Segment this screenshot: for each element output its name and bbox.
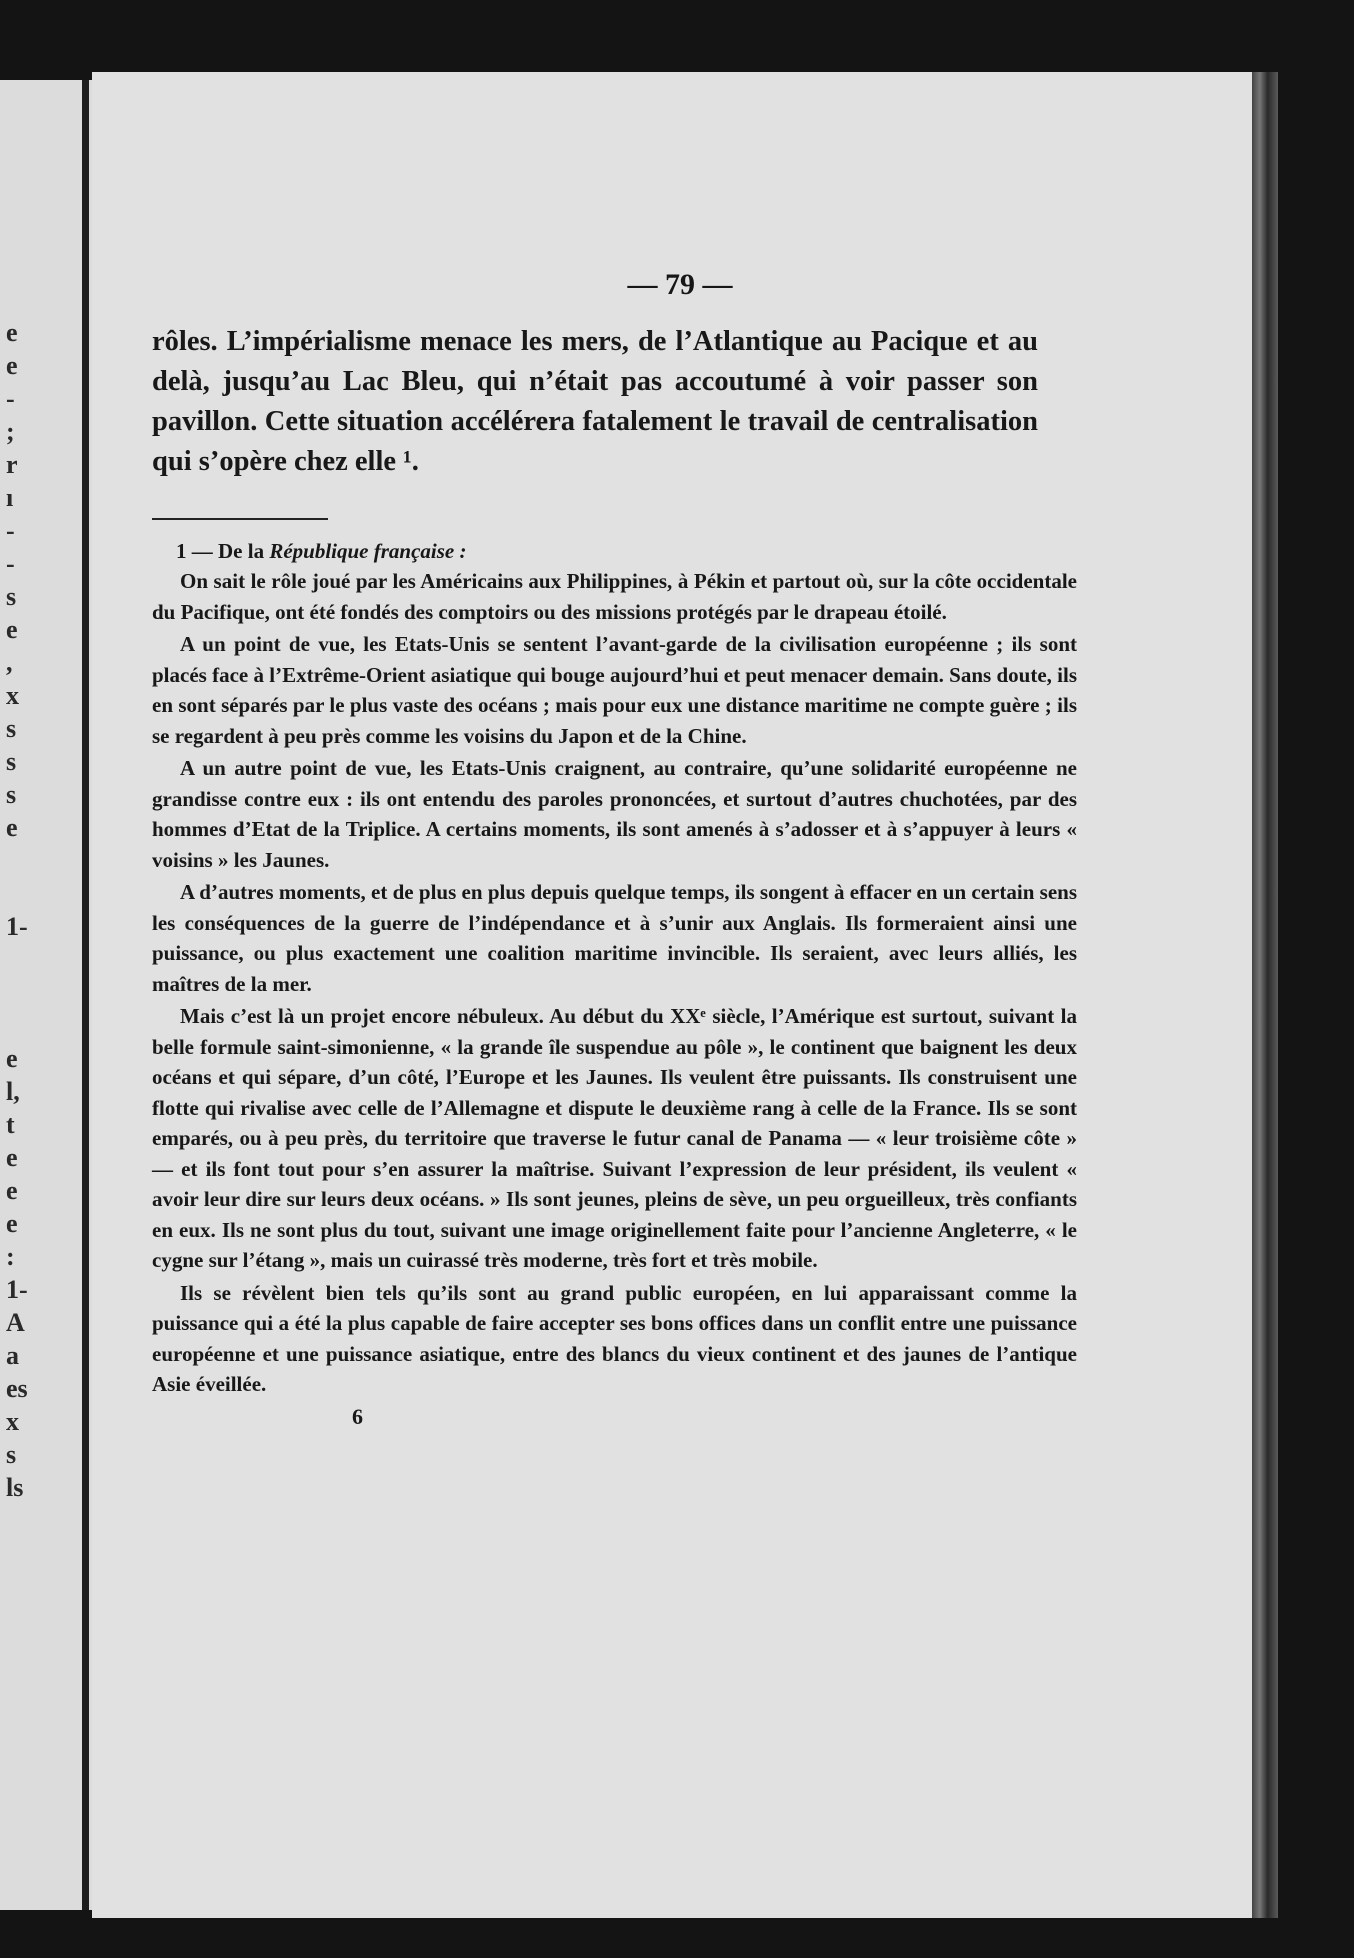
previous-page-fragment: e <box>6 1176 18 1205</box>
previous-page-fragment: a <box>6 1341 19 1370</box>
previous-page-fragment: e <box>6 1143 18 1172</box>
previous-page-fragment: l, <box>6 1077 20 1106</box>
previous-page-fragment: - <box>6 516 15 545</box>
previous-page-fragment: x <box>6 681 19 710</box>
previous-page-fragment: e <box>6 1044 18 1073</box>
previous-page-fragment: s <box>6 780 17 809</box>
previous-page-fragment: s <box>6 1440 17 1469</box>
page-content <box>152 322 1077 1430</box>
previous-page-fragment: - <box>6 384 15 413</box>
footnote-paragraph: A un point de vue, les Etats-Unis se sentent l’avant-garde de la civilisation européenne ; ils sont placés face à l’Extrême-Orient asiatique qui bouge aujourd’hui et peut menacer demain. Sans doute, ils en sont séparés par le plus vaste des océans ; mais pour eux une distance maritime ne compte guère ; ils se regardent à peu près comme les voisins du Japon et de la Chine. <box>152 632 1077 748</box>
previous-page-fragment: 1- <box>6 912 28 941</box>
previous-page-fragment: : <box>6 1242 15 1271</box>
footnote-paragraph: Mais c’est là un projet encore nébuleux. Au début du XXᵉ siècle, l’Amérique est surtout, suivant la belle formule saint-simonienne, « la grande île suspendue au pôle », le continent que baignent les deux océans et qui sépare, d’un côté, l’Europe et les Jaunes. Ils veulent être puissants. Ils construisent une flotte qui rivalise avec celle de l’Allemagne et dispute le deuxième rang à celle de la France. Ils se sont emparés, ou à peu près, du territoire que traverse le futur canal de Panama — « leur troisième côte » — et ils font tout pour s’en assurer la maîtrise. Suivant l’expression de leur président, ils veulent « avoir leur dire sur leurs deux océans. » Ils sont jeunes, pleins de sève, un peu orgueilleux, très confiants en eux. Ils ne sont plus du tout, suivant une image originellement faite pour l’ancienne Angleterre, « le cygne sur l’étang », mais un cuirassé très moderne, très fort et très mobile. <box>152 1004 1077 1272</box>
footnote-source: République française : <box>269 539 467 563</box>
footnote-paragraph: Ils se révèlent bien tels qu’ils sont au grand public européen, en lui apparaissant comme la puissance qui a été la plus capable de faire accepter ses bons offices dans un conflit entre une puissance européenne et une puissance asiatique, entre des blancs du vieux continent et des jaunes de l’antique Asie éveillée. <box>152 1280 1077 1396</box>
previous-page-fragment: s <box>6 747 17 776</box>
previous-page-fragment: r <box>6 450 18 479</box>
previous-page-fragment: s <box>6 714 17 743</box>
previous-page-fragment: 1- <box>6 1275 28 1304</box>
previous-page-fragment: ls <box>6 1473 24 1502</box>
footnote <box>152 536 1077 1400</box>
main-paragraph: rôles. L’impérialisme menace les mers, de l’Atlantique au Pacique et au delà, jusqu’au Lac Bleu, qui n’était pas accoutumé à voir passer son pavillon. Cette situation accélérera fatalement le travail de centralisation qui s’opère chez elle ¹. <box>152 326 1038 477</box>
previous-page-fragment: e <box>6 1209 18 1238</box>
footnote-paragraph: A un autre point de vue, les Etats-Unis craignent, au contraire, qu’une solidarité européenne ne grandisse contre eux : ils ont entendu des paroles prononcées, et surtout d’autres chuchotées, par des hommes d’Etat de la Triplice. A certains moments, ils sont amenés à s’adosser et à s’appuyer à leurs « voisins » les Jaunes. <box>152 756 1077 872</box>
printer-signature-mark: 6 <box>352 1403 363 1429</box>
previous-page-fragment: ı <box>6 483 14 512</box>
footnote-number: 1 — De la <box>176 539 265 563</box>
previous-page-fragment: s <box>6 582 17 611</box>
page-number: — 79 — <box>627 268 733 301</box>
previous-page-fragment: e <box>6 318 18 347</box>
previous-page-fragment: , <box>6 648 13 677</box>
previous-page-fragment: t <box>6 1110 15 1139</box>
previous-page-fragment: ; <box>6 417 15 446</box>
previous-page-fragment: x <box>6 1407 19 1436</box>
previous-page-fragment: e <box>6 615 18 644</box>
book-gutter <box>82 80 89 1910</box>
previous-page-fragment: es <box>6 1374 28 1403</box>
previous-page-fragment: - <box>6 549 15 578</box>
previous-page-fragment: A <box>6 1308 25 1337</box>
footnote-paragraph: A d’autres moments, et de plus en plus depuis quelque temps, ils songent à effacer en un certain sens les conséquences de la guerre de l’indépendance et à s’unir aux Anglais. Ils formeraient ainsi une puissance, ou plus exactement une coalition maritime invincible. Ils seraient, avec leurs alliés, les maîtres de la mer. <box>152 880 1077 996</box>
footnote-divider <box>152 518 328 520</box>
page-edge-shadow <box>1252 72 1278 1918</box>
footnote-paragraph: On sait le rôle joué par les Américains aux Philippines, à Pékin et partout où, sur la côte occidentale du Pacifique, ont été fondés des comptoirs ou des missions protégés par le drapeau étoilé. <box>152 569 1077 624</box>
footnote-heading <box>176 536 1072 566</box>
previous-page-fragment: e <box>6 351 18 380</box>
previous-page-fragment: e <box>6 813 18 842</box>
book-page <box>92 72 1268 1918</box>
